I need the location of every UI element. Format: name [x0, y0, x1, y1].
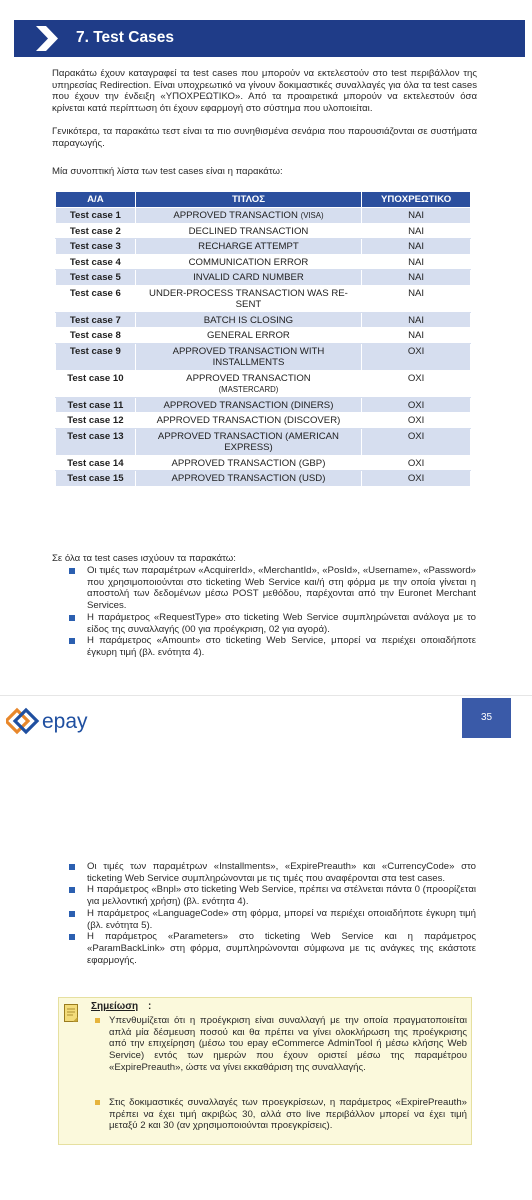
list-item-text: Η παράμετρος «Parameters» στο ticketing Web Service και η παράμετρος «ParamBackLink» στη φόρμα, συμπληρώνονται σύμφωνα με τις ανάγκες της εκάστοτε εφαρμογής.	[87, 931, 476, 966]
bullet-square-icon	[69, 934, 75, 940]
test-case-id: Test case 8	[56, 328, 136, 344]
test-case-id: Test case 11	[56, 397, 136, 413]
test-case-title-text: APPROVED TRANSACTION WITH INSTALLMENTS	[172, 345, 325, 368]
note-title-colon: :	[148, 1001, 152, 1012]
intro-paragraph-2: Γενικότερα, τα παρακάτω τεστ είναι τα πιο συνηθισμένα σενάρια που παρουσιάζονται σε συστήματα παραγωγής.	[52, 126, 477, 149]
test-case-title	[135, 239, 361, 255]
note-title-text: Σημείωση	[91, 1001, 139, 1012]
test-case-title	[135, 455, 361, 471]
test-case-mandatory: ΝΑΙ	[362, 254, 471, 270]
test-case-title	[135, 254, 361, 270]
epay-diamond-icon	[6, 710, 37, 732]
test-case-id: Test case 15	[56, 471, 136, 487]
note-list	[95, 1015, 467, 1074]
table-row	[56, 285, 471, 312]
note-item	[95, 1015, 467, 1074]
test-case-id: Test case 9	[56, 343, 136, 370]
note-bullet-icon	[95, 1018, 100, 1023]
bullet-list-page2	[68, 861, 476, 966]
test-case-title-text: GENERAL ERROR	[207, 330, 290, 341]
note-title	[91, 1001, 138, 1012]
test-case-title	[135, 312, 361, 328]
header-mandatory: ΥΠΟΧΡΕΩΤΙΚΟ	[362, 192, 471, 208]
test-case-title-text: INVALID CARD NUMBER	[193, 272, 304, 283]
table-row	[56, 270, 471, 286]
test-case-title-text: APPROVED TRANSACTION (DINERS)	[163, 399, 334, 411]
table-row	[56, 413, 471, 429]
test-case-mandatory: ΟΧΙ	[362, 471, 471, 487]
test-case-title-text: UNDER-PROCESS TRANSACTION WAS RE-SENT	[149, 287, 348, 310]
table-row	[56, 397, 471, 413]
test-case-mandatory: ΟΧΙ	[362, 370, 471, 397]
bullet-square-icon	[69, 911, 75, 917]
note-item-text: Υπενθυμίζεται ότι η προέγκριση είναι συναλλαγή με την οποία πραγματοποιείται απλά μία δέσμευση ποσού και θα πρέπει να γίνει ολοκλήρωση της προέγκρισης από την επιχείρηση (μέσω του epay eCommerce AdminTool ή μέσω κλήσης Web Service) εντός των ημερών που έχουν οριστεί μέσω της παραμέτρου «ExpirePreauth», ώστε να γίνει εκκαθάριση της συναλλαγής.	[109, 1015, 467, 1073]
note-list-2	[95, 1097, 467, 1132]
table-row	[56, 208, 471, 224]
table-row	[56, 343, 471, 370]
list-item-text: Οι τιμές των παραμέτρων «Installments», «ExpirePreauth» και «CurrencyCode» στο ticketing Web Service συμπληρώνονται με τις τιμές που αναφέρονται στα test cases.	[87, 861, 476, 884]
list-item-text: Η παράμετρος «LanguageCode» στη φόρμα, μπορεί να περιέχει οποιαδήποτε έγκυρη τιμή (βλ. ενότητα 5).	[87, 907, 476, 931]
note-item-text: Στις δοκιμαστικές συναλλαγές των προεγκρίσεων, η παράμετρος «ExpirePreauth» πρέπει να έχει τιμή ακριβώς 30, αλλά στο live περιβάλλον μπορεί να έχει τιμή μεταξύ 2 και 30 (αν χρησιμοποιούνται προεγκρίσεις).	[109, 1097, 467, 1132]
bullet-list-page1	[68, 565, 476, 659]
list-item	[68, 635, 476, 658]
list-item-text: Η παράμετρος «Amount» στο ticketing Web Service, μπορεί να περιέχει οποιαδήποτε έγκυρη τιμή (βλ. ενότητα 4).	[87, 635, 476, 658]
note-item	[95, 1097, 467, 1132]
test-case-mandatory: ΟΧΙ	[362, 413, 471, 429]
list-item	[68, 931, 476, 966]
list-item-text: Η παράμετρος «RequestType» στο ticketing Web Service συμπληρώνεται ανάλογα με το είδος της συναλλαγής (00 για προέγκριση, 02 για αγορά).	[87, 611, 476, 635]
table-row	[56, 239, 471, 255]
test-case-id: Test case 5	[56, 270, 136, 286]
note-icon	[64, 1004, 78, 1022]
test-case-title-text: DECLINED TRANSACTION	[188, 225, 309, 237]
test-case-id: Test case 1	[56, 208, 136, 224]
note-box	[58, 997, 472, 1145]
test-case-title	[135, 370, 361, 397]
list-item	[68, 565, 476, 612]
bullet-square-icon	[69, 568, 75, 574]
test-case-title	[135, 285, 361, 312]
test-case-title-text: COMMUNICATION ERROR	[188, 256, 309, 268]
bullet-square-icon	[69, 864, 75, 870]
intro-paragraph-3: Μία συνοπτική λίστα των test cases είναι η παρακάτω:	[52, 166, 283, 177]
list-item	[68, 861, 476, 884]
test-case-title	[135, 343, 361, 370]
test-case-title-text: APPROVED TRANSACTION (DISCOVER)	[156, 415, 341, 426]
note-bullet-icon	[95, 1100, 100, 1105]
test-case-id: Test case 7	[56, 312, 136, 328]
footer-divider	[0, 695, 532, 696]
page-number: 35	[462, 698, 511, 738]
test-case-mandatory: ΝΑΙ	[362, 208, 471, 224]
table-row	[56, 254, 471, 270]
list-item-text: Οι τιμές των παραμέτρων «AcquirerId», «MerchantId», «PosId», «Username», «Password» που χρησιμοποιούνται στο ticketing Web Service και/ή στη φόρμα με την οποία γίνεται η αποστολή των δεδομένων μέσω POST μεθόδου, παρέχονται από την Euronet Merchant Services.	[87, 565, 476, 612]
logo-text: epay	[42, 710, 88, 733]
header-title: ΤΙΤΛΟΣ	[135, 192, 361, 208]
test-cases-table	[55, 191, 471, 487]
test-case-title	[135, 413, 361, 429]
test-case-title-note: (MASTERCARD)	[218, 385, 279, 394]
table-header-row	[56, 192, 471, 208]
test-case-id: Test case 12	[56, 413, 136, 429]
test-case-id: Test case 4	[56, 254, 136, 270]
test-case-mandatory: ΝΑΙ	[362, 239, 471, 255]
test-case-id: Test case 14	[56, 455, 136, 471]
chevron-right-icon	[34, 26, 60, 51]
test-case-title	[135, 223, 361, 239]
test-case-title-text: APPROVED TRANSACTION (AMERICAN EXPRESS)	[157, 430, 339, 453]
test-case-title-text: RECHARGE ATTEMPT	[198, 241, 299, 252]
test-case-id: Test case 10	[56, 370, 136, 397]
test-case-title-note: (VISA)	[300, 211, 324, 220]
list-item	[68, 612, 476, 635]
bullet-square-icon	[69, 638, 75, 644]
test-case-title-text: APPROVED TRANSACTION	[186, 372, 311, 384]
test-case-mandatory: ΝΑΙ	[362, 328, 471, 344]
page-gap	[0, 742, 532, 852]
table-row	[56, 428, 471, 455]
section-title: 7. Test Cases	[76, 29, 174, 46]
after-table-lead: Σε όλα τα test cases ισχύουν τα παρακάτω:	[52, 553, 236, 564]
test-case-id: Test case 13	[56, 428, 136, 455]
bullet-square-icon	[69, 887, 75, 893]
table-row	[56, 471, 471, 487]
test-case-mandatory: ΝΑΙ	[362, 312, 471, 328]
test-case-title-text: APPROVED TRANSACTION (GBP)	[171, 457, 326, 469]
test-case-id: Test case 3	[56, 239, 136, 255]
test-case-mandatory: ΟΧΙ	[362, 397, 471, 413]
list-item	[68, 908, 476, 931]
list-item-text: Η παράμετρος «Bnpl» στο ticketing Web Service, πρέπει να στέλνεται πάντα 0 (προορίζεται για μελλοντική χρήση) (βλ. ενότητα 4).	[87, 884, 476, 908]
table-row	[56, 328, 471, 344]
test-case-title	[135, 208, 361, 224]
test-case-id: Test case 2	[56, 223, 136, 239]
test-case-title	[135, 397, 361, 413]
test-case-mandatory: ΟΧΙ	[362, 455, 471, 471]
intro-paragraph-1: Παρακάτω έχουν καταγραφεί τα test cases που μπορούν να εκτελεστούν στο test περιβάλλον της υπηρεσίας Redirection. Είναι υποχρεωτικό να γίνουν δοκιμαστικές συναλλαγές για όλα τα test cases που έχουν την ένδειξη «ΥΠΟΧΡΕΩΤΙΚΟ». Από τα προαιρετικά μπορούν να εκτελεστούν όσα κρίνεται κατά περίπτωση ότι έχουν εφαρμογή στο σύστημα που υλοποιείται.	[52, 68, 477, 115]
bullet-square-icon	[69, 615, 75, 621]
table-row	[56, 455, 471, 471]
test-case-mandatory: ΟΧΙ	[362, 428, 471, 455]
test-case-title-text: APPROVED TRANSACTION	[173, 210, 298, 221]
test-case-title	[135, 428, 361, 455]
test-case-mandatory: ΝΑΙ	[362, 223, 471, 239]
table-row	[56, 223, 471, 239]
test-case-title	[135, 328, 361, 344]
epay-logo	[6, 706, 98, 736]
test-case-title	[135, 270, 361, 286]
test-case-mandatory: ΟΧΙ	[362, 343, 471, 370]
test-case-mandatory: ΝΑΙ	[362, 270, 471, 286]
test-case-title-text: BATCH IS CLOSING	[203, 314, 294, 326]
test-case-title-text: APPROVED TRANSACTION (USD)	[171, 473, 326, 484]
test-case-title	[135, 471, 361, 487]
table-row	[56, 312, 471, 328]
test-case-id: Test case 6	[56, 285, 136, 312]
table-row	[56, 370, 471, 397]
list-item	[68, 884, 476, 907]
header-aa: Α/Α	[56, 192, 136, 208]
test-case-mandatory: ΝΑΙ	[362, 285, 471, 312]
section-header	[14, 20, 525, 57]
